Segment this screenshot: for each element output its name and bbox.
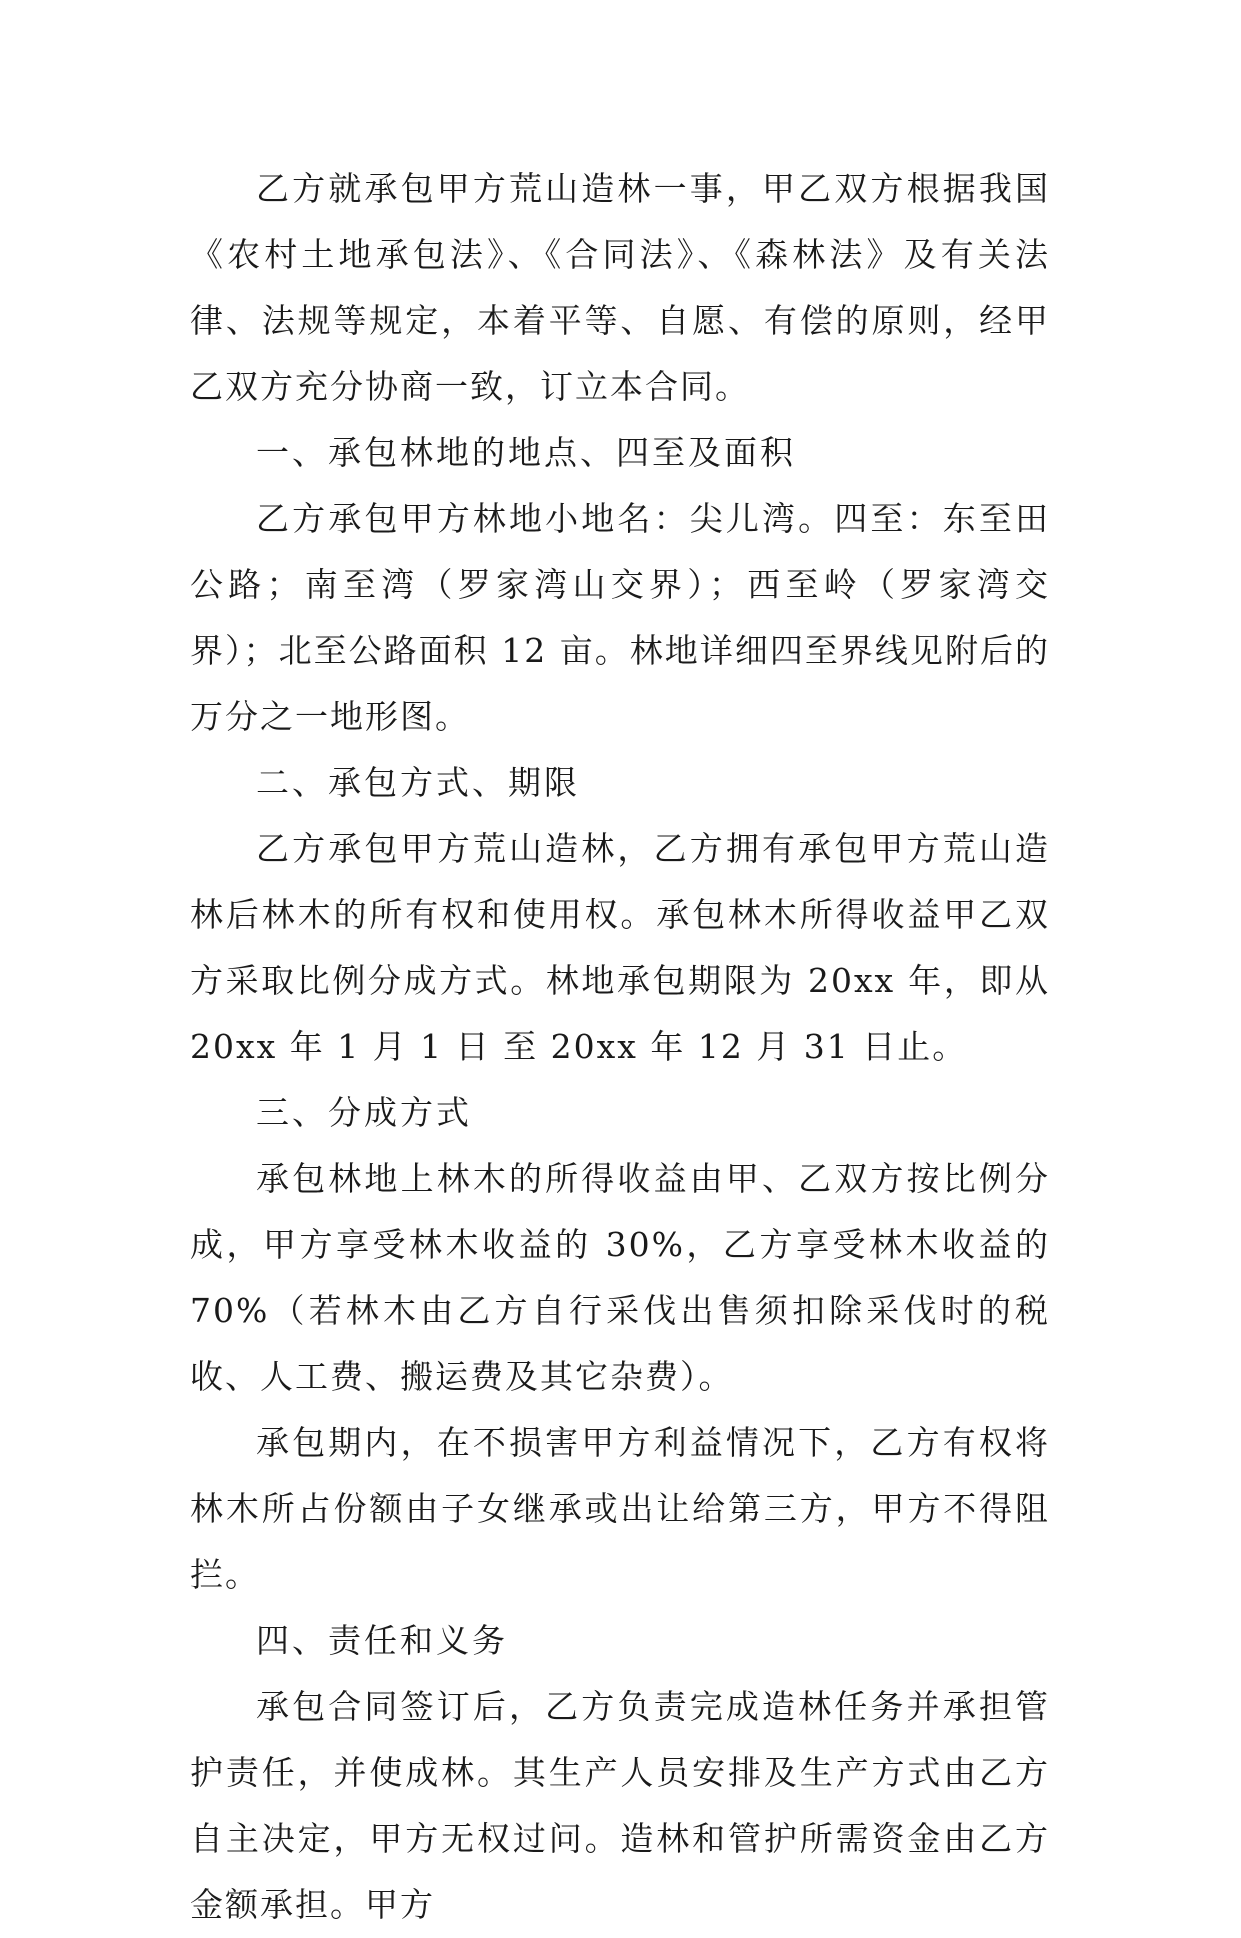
section-1-heading: 一、承包林地的地点、四至及面积: [256, 433, 796, 472]
section-4-body: 承包合同签订后，乙方负责完成造林任务并承担管护责任，并使成林。其生产人员安排及生产方式由乙方自主决定，甲方无权过问。造林和管护所需资金由乙方金额承担。甲方: [190, 1687, 1050, 1924]
section-1-body: 乙方承包甲方林地小地名：尖儿湾。四至：东至田公路；南至湾（罗家湾山交界）；西至岭（罗家湾交界）；北至公路面积 12 亩。林地详细四至界线见附后的万分之一地形图。: [190, 499, 1050, 736]
section-3-heading: 三、分成方式: [256, 1093, 472, 1132]
document-page: [190, 156, 1050, 1938]
section-3-body-1: 承包林地上林木的所得收益由甲、乙双方按比例分成，甲方享受林木收益的 30%，乙方享受林木收益的 70%（若林木由乙方自行采伐出售须扣除采伐时的税收、人工费、搬运费及其它杂费）。: [190, 1159, 1050, 1396]
section-4-heading: 四、责任和义务: [256, 1621, 508, 1660]
section-2-heading: 二、承包方式、期限: [256, 763, 580, 802]
section-2-body: 乙方承包甲方荒山造林，乙方拥有承包甲方荒山造林后林木的所有权和使用权。承包林木所得收益甲乙双方采取比例分成方式。林地承包期限为 20xx 年，即从 20xx 年 1 月 1 日 至 20xx 年 12 月 31 日止。: [190, 829, 1050, 1066]
section-3-body-2: 承包期内，在不损害甲方利益情况下，乙方有权将林木所占份额由子女继承或出让给第三方，甲方不得阻拦。: [190, 1423, 1050, 1594]
paragraph-intro: 乙方就承包甲方荒山造林一事，甲乙双方根据我国《农村土地承包法》、《合同法》、《森林法》及有关法律、法规等规定，本着平等、自愿、有偿的原则，经甲乙双方充分协商一致，订立本合同。: [190, 169, 1050, 406]
